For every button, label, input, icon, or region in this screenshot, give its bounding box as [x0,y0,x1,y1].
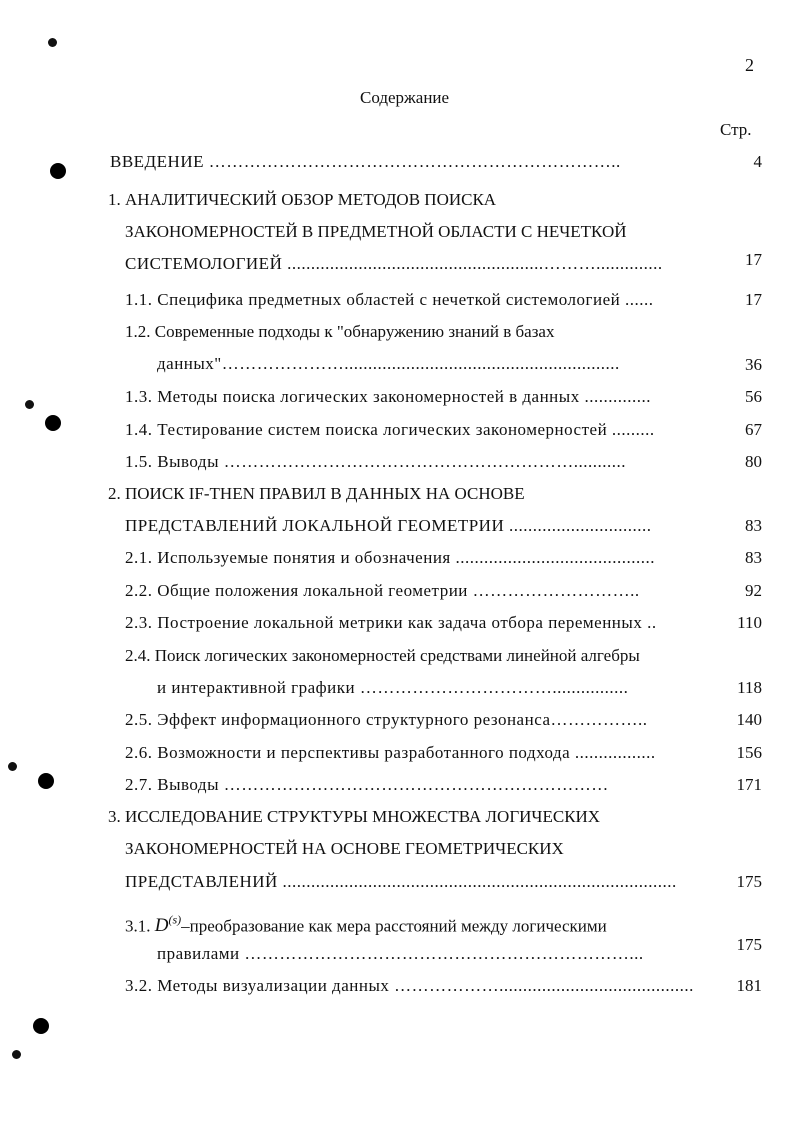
toc-page-chapter-1: 17 [745,250,762,269]
toc-entry-3-1-rest: –преобразование как мера расстояний между логическими [181,916,607,936]
binder-hole [33,1018,49,1034]
toc-entry-1-2-line1[interactable]: 1.2. Современные подходы к "обнаружению знаний в базах [125,322,555,341]
toc-chapter-2-line1[interactable]: 2. ПОИСК IF-THEN ПРАВИЛ В ДАННЫХ НА ОСНОВЕ [108,484,525,503]
toc-entry-1-1[interactable]: 1.1. Специфика предметных областей с нечеткой системологией ...... [125,290,654,309]
page-number: 2 [745,55,754,75]
toc-chapter-1-line1[interactable]: 1. АНАЛИТИЧЕСКИЙ ОБЗОР МЕТОДОВ ПОИСКА [108,190,497,209]
binder-hole [50,163,66,179]
binder-hole [38,773,54,789]
toc-entry-1-4[interactable]: 1.4. Тестирование систем поиска логических закономерностей ......... [125,420,655,439]
toc-page-1-1: 17 [745,290,762,309]
toc-chapter-3-line2[interactable]: ЗАКОНОМЕРНОСТЕЙ НА ОСНОВЕ ГЕОМЕТРИЧЕСКИХ [125,839,564,858]
toc-entry-3-2[interactable]: 3.2. Методы визуализации данных ………………......................................... [125,976,694,995]
toc-chapter-2-line2[interactable]: ПРЕДСТАВЛЕНИЙ ЛОКАЛЬНОЙ ГЕОМЕТРИИ .............................. [125,516,652,535]
toc-entry-2-7[interactable]: 2.7. Выводы ………………………………………………………… [125,775,609,794]
binder-hole [45,415,61,431]
toc-page-2-4: 118 [737,678,762,697]
toc-page-intro: 4 [753,152,762,171]
formula-d-s: $D^{(s)}$ [154,913,182,937]
toc-chapter-1-line2[interactable]: ЗАКОНОМЕРНОСТЕЙ В ПРЕДМЕТНОЙ ОБЛАСТИ С НЕЧЕТКОЙ [125,222,627,241]
toc-page-2-1: 83 [745,548,762,567]
toc-entry-1-3[interactable]: 1.3. Методы поиска логических закономерностей в данных .............. [125,387,651,406]
toc-page-2-7: 171 [736,775,762,794]
toc-page-2-6: 156 [736,743,762,762]
toc-heading: Содержание [360,88,450,107]
toc-chapter-1-line3[interactable]: СИСТЕМОЛОГИЕЙ ......................................................……….............. [125,254,663,273]
scan-mark [48,38,57,47]
scan-mark [8,762,17,771]
toc-entry-2-3[interactable]: 2.3. Построение локальной метрики как задача отбора переменных .. [125,613,657,632]
toc-entry-2-5[interactable]: 2.5. Эффект информационного структурного резонанса…………….. [125,710,648,729]
toc-entry-2-6[interactable]: 2.6. Возможности и перспективы разработанного подхода ................. [125,743,656,762]
toc-page-2-2: 92 [745,581,762,600]
scan-mark [25,400,34,409]
toc-page-2-5: 140 [736,710,762,729]
toc-entry-2-4-line2[interactable]: и интерактивной графики ……………………………................ [157,678,629,697]
toc-entry-2-2[interactable]: 2.2. Общие положения локальной геометрии ……………………….. [125,581,640,600]
toc-page-1-5: 80 [745,452,762,471]
toc-page-1-2: 36 [745,355,762,374]
toc-page-3-1: 175 [736,935,762,954]
toc-entry-2-1[interactable]: 2.1. Используемые понятия и обозначения .......................................... [125,548,655,567]
toc-entry-3-1-line2[interactable]: правилами …………………………………………………………... [157,944,644,963]
toc-page-3-2: 181 [736,976,762,995]
toc-entry-3-1-line1[interactable] [125,910,607,936]
toc-page-chapter-2: 83 [745,516,762,535]
toc-page-chapter-3: 175 [736,872,762,891]
toc-entry-2-4-line1[interactable]: 2.4. Поиск логических закономерностей средствами линейной алгебры [125,646,640,665]
scan-mark [12,1050,21,1059]
toc-entry-3-1-number: 3.1. [125,916,151,936]
toc-page-1-3: 56 [745,387,762,406]
toc-page-1-4: 67 [745,420,762,439]
toc-chapter-3-line3[interactable]: ПРЕДСТАВЛЕНИЙ ................................................................................... [125,872,677,891]
toc-entry-1-5[interactable]: 1.5. Выводы ……………………………………………………........... [125,452,627,471]
toc-entry-1-2-line2[interactable]: данных"………………….......................................................... [157,354,620,373]
page-column-label: Стр. [720,120,752,139]
toc-page-2-3: 110 [737,613,762,632]
toc-chapter-3-line1[interactable]: 3. ИССЛЕДОВАНИЕ СТРУКТУРЫ МНОЖЕСТВА ЛОГИЧЕСКИХ [108,807,601,826]
toc-entry-intro[interactable]: ВВЕДЕНИЕ …………………………………………………………….. [110,152,621,171]
